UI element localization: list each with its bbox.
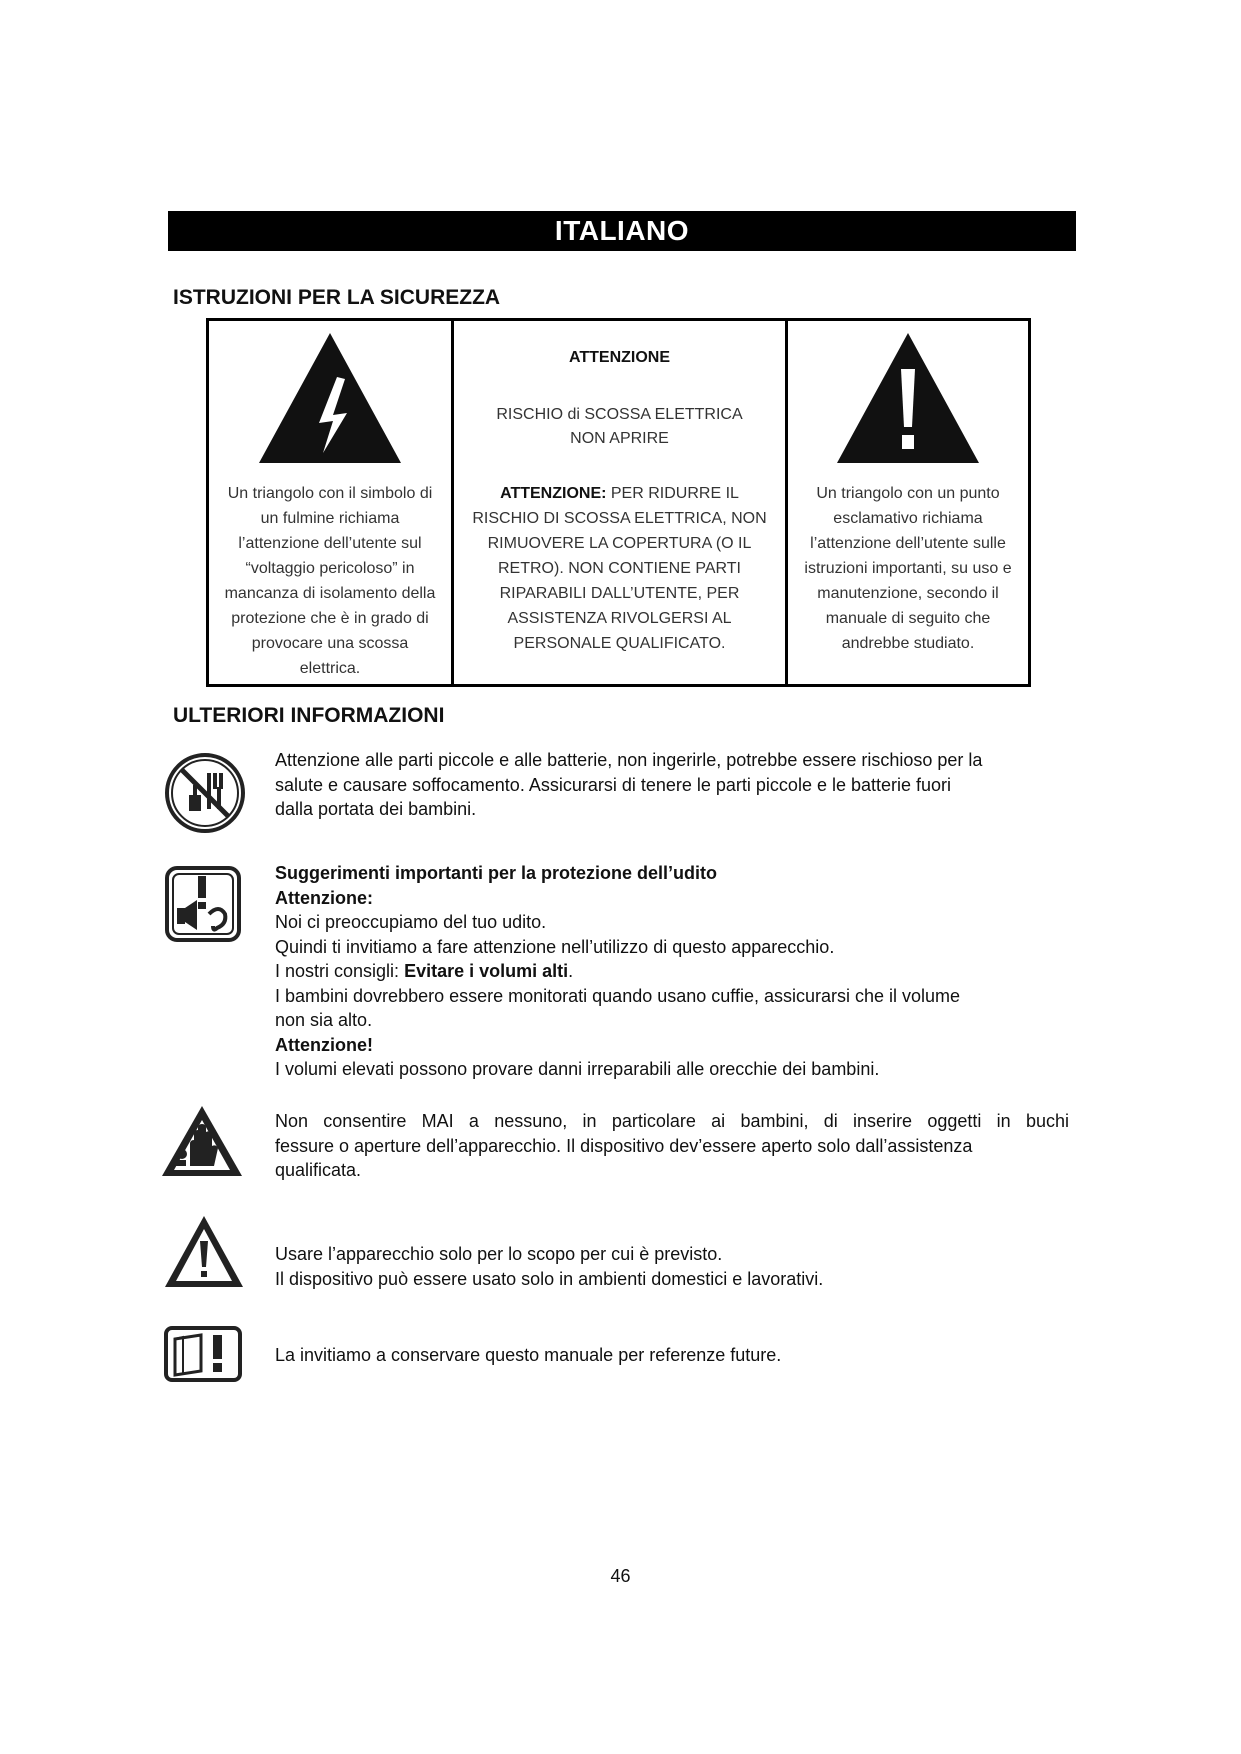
text-line: La invitiamo a conservare questo manuale per referenze future. [275, 1345, 782, 1365]
intended-use-info [275, 1242, 1055, 1291]
text-span: Attenzione! [275, 1034, 373, 1055]
text-line: esclamativo richiama [833, 510, 983, 527]
text-line: PERSONALE QUALIFICATO. [513, 635, 726, 652]
text-line: I volumi elevati possono provare danni irreparabili alle orecchie dei bambini. [275, 1059, 880, 1079]
text-line: manutenzione, secondo il [817, 585, 999, 602]
text-line: Attenzione alle parti piccole e alle batterie, non ingerirle, potrebbe essere rischioso per la [275, 750, 983, 770]
general-warning-triangle-icon [162, 1213, 246, 1291]
no-small-parts-icon [163, 751, 247, 835]
text-line: provocare una scossa [251, 635, 409, 652]
text-line: qualificata. [275, 1160, 362, 1180]
lightning-warning-triangle-icon [255, 329, 405, 469]
text-span: Suggerimenti importanti per la protezione dell’udito [275, 863, 718, 883]
warning-bold-label: ATTENZIONE: [500, 485, 607, 502]
hearing-protection-icon [163, 864, 243, 944]
advice-line [275, 959, 1055, 984]
text-line: RISCHIO DI SCOSSA ELETTRICA, NON [472, 510, 767, 527]
text-line: l’attenzione dell’utente sulle [810, 535, 1006, 552]
text-line: Il dispositivo può essere usato solo in ambienti domestici e lavorativi. [275, 1268, 824, 1289]
text-line: Quindi ti invitiamo a fare attenzione nell’utilizzo di questo apparecchio. [275, 936, 835, 957]
text-line: Un triangolo con il simbolo di [227, 485, 433, 502]
text-line: RISCHIO di SCOSSA ELETTRICA [496, 406, 743, 423]
text-span: . [568, 961, 574, 981]
lightning-warning-cell [209, 321, 454, 684]
text-line: ASSISTENZA RIVOLGERSI AL [507, 610, 732, 627]
text-line: un fulmine richiama [260, 510, 400, 527]
text-line: protezione che è in grado di [231, 610, 429, 627]
advice-bold: Evitare i volumi alti [404, 961, 569, 981]
text-span: Attenzione: [275, 887, 373, 908]
text-line: andrebbe studiato. [841, 635, 975, 652]
text-line: istruzioni importanti, su uso e [804, 560, 1012, 577]
attention-subtitle [454, 403, 785, 451]
hand-shock-warning-icon [160, 1104, 244, 1180]
text-line: non sia alto. [275, 1010, 373, 1030]
text-line: NON APRIRE [570, 430, 669, 447]
language-banner: ITALIANO [168, 211, 1076, 251]
hearing-protection-advice [275, 861, 1055, 1082]
lightning-warning-text [209, 481, 451, 681]
attention-label [275, 1033, 1055, 1058]
text-line: Usare l’apparecchio solo per lo scopo per cui è previsto. [275, 1244, 723, 1264]
text-line [454, 481, 785, 506]
attention-warning-text [454, 481, 785, 656]
text-line: Non consentire MAI a nessuno, in particolare ai bambini, di inserire oggetti in buchi [275, 1111, 1069, 1131]
exclamation-warning-cell [788, 321, 1028, 684]
attention-label [275, 886, 1055, 911]
text-line: RIMUOVERE LA COPERTURA (O IL [487, 535, 752, 552]
text-line: “voltaggio pericoloso” in [245, 560, 415, 577]
text-line: RIPARABILI DALL’UTENTE, PER [499, 585, 740, 602]
text-line: elettrica. [299, 660, 361, 677]
page-number: 46 [610, 1566, 631, 1586]
keep-manual-info [275, 1343, 1055, 1368]
exclamation-warning-triangle-icon [833, 329, 983, 469]
attention-cell [454, 321, 788, 684]
text-line: salute e causare soffocamento. Assicurarsi di tenere le parti piccole e le batterie fuori [275, 774, 952, 795]
text-span: I nostri consigli: [275, 961, 405, 981]
text-line: Un triangolo con un punto [816, 485, 1000, 502]
text-line: I bambini dovrebbero essere monitorati quando usano cuffie, assicurarsi che il volume [275, 985, 961, 1006]
attention-title: ATTENZIONE [568, 349, 671, 366]
text-line: fessure o aperture dell’apparecchio. Il dispositivo dev’essere aperto solo dall’assistenza [275, 1135, 973, 1156]
exclamation-warning-text [788, 481, 1028, 656]
small-parts-warning [275, 748, 1055, 822]
hearing-heading [275, 861, 1055, 886]
text-line: RETRO). NON CONTIENE PARTI [498, 560, 741, 577]
no-objects-warning [275, 1109, 1069, 1183]
safety-warning-table [206, 318, 1031, 687]
text-span: PER RIDURRE IL [606, 485, 739, 502]
manual-book-icon [163, 1325, 243, 1383]
text-line: dalla portata dei bambini. [275, 799, 477, 819]
text-line: l’attenzione dell’utente sul [238, 535, 422, 552]
text-line: Noi ci preoccupiamo del tuo udito. [275, 912, 547, 932]
text-line: manuale di seguito che [825, 610, 991, 627]
more-info-section-title: ULTERIORI INFORMAZIONI [173, 704, 445, 727]
safety-section-title: ISTRUZIONI PER LA SICUREZZA [173, 286, 501, 309]
text-line: mancanza di isolamento della [224, 585, 436, 602]
